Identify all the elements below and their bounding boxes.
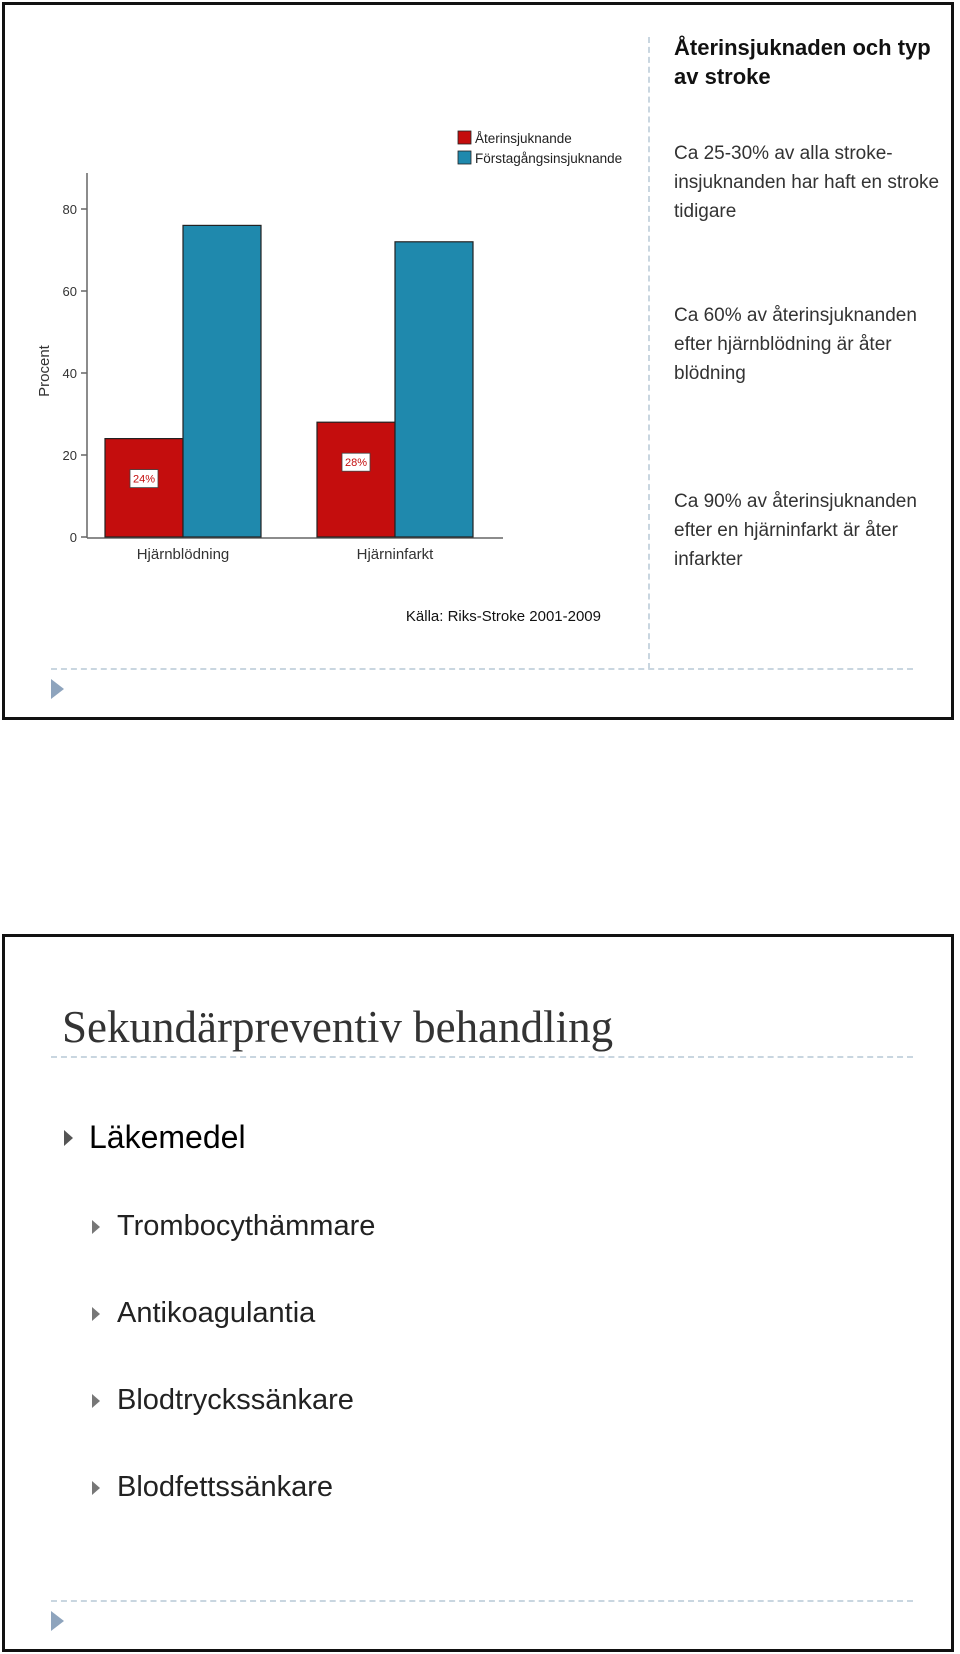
sub-bullet-label: Antikoagulantia bbox=[117, 1297, 316, 1329]
sub-bullet-item bbox=[92, 1297, 315, 1330]
bar-chart bbox=[33, 121, 633, 641]
y-tick-label: 80 bbox=[62, 202, 77, 217]
y-tick-label: 0 bbox=[69, 530, 77, 545]
sub-bullet-label: Trombocythämmare bbox=[117, 1210, 376, 1242]
bullet-lakemedel bbox=[64, 1119, 246, 1156]
bullet-label: Läkemedel bbox=[89, 1119, 246, 1155]
data-label: 24% bbox=[132, 473, 156, 486]
footer-divider bbox=[51, 1600, 913, 1602]
y-axis-label: Procent bbox=[36, 345, 53, 397]
legend-swatch bbox=[458, 131, 471, 144]
title-divider bbox=[51, 1056, 913, 1058]
x-tick-label: Hjärnblödning bbox=[136, 546, 230, 563]
slide-heading: Återinsjuknaden och typ av stroke bbox=[674, 35, 931, 89]
bar-first-time bbox=[395, 242, 473, 537]
paragraph-hemorrhage-recurrence: Ca 60% av återinsjuknanden efter hjärnblödning är åter blödning bbox=[674, 305, 917, 384]
slide-secondary-prevention bbox=[2, 934, 954, 1652]
bar-first-time bbox=[183, 225, 261, 537]
column-divider bbox=[648, 37, 650, 669]
bullet-arrow-icon bbox=[92, 1220, 100, 1234]
bullet-arrow-icon bbox=[92, 1307, 100, 1321]
sub-bullet-label: Blodtryckssänkare bbox=[117, 1384, 354, 1416]
y-tick-label: 60 bbox=[62, 284, 77, 299]
legend-label: Förstagångsinsjuknande bbox=[475, 151, 623, 166]
slide-title: Sekundärpreventiv behandling bbox=[62, 1002, 614, 1052]
data-label: 28% bbox=[344, 457, 368, 470]
bar-recurrence bbox=[317, 422, 395, 537]
legend-label: Återinsjuknande bbox=[475, 131, 572, 146]
play-icon[interactable] bbox=[51, 679, 64, 699]
bullet-arrow-icon bbox=[64, 1130, 73, 1146]
y-tick-label: 20 bbox=[62, 448, 77, 463]
slide-recurrence bbox=[2, 2, 954, 720]
x-tick-label: Hjärninfarkt bbox=[356, 546, 434, 563]
sub-bullet-item bbox=[92, 1210, 375, 1243]
y-tick-label: 40 bbox=[62, 366, 77, 381]
paragraph-infarct-recurrence: Ca 90% av återinsjuknanden efter en hjärninfarkt är åter infarkter bbox=[674, 491, 917, 570]
sub-bullet-item bbox=[92, 1471, 333, 1504]
legend-swatch bbox=[458, 151, 471, 164]
sub-bullet-item bbox=[92, 1384, 354, 1417]
bullet-arrow-icon bbox=[92, 1481, 100, 1495]
source-caption: Källa: Riks-Stroke 2001-2009 bbox=[405, 608, 601, 625]
paragraph-recurrence-rate: Ca 25-30% av alla stroke-insjuknanden har haft en stroke tidigare bbox=[674, 143, 940, 222]
footer-divider bbox=[51, 668, 913, 670]
bullet-arrow-icon bbox=[92, 1394, 100, 1408]
play-icon[interactable] bbox=[51, 1611, 64, 1631]
sub-bullet-label: Blodfettssänkare bbox=[117, 1471, 334, 1503]
